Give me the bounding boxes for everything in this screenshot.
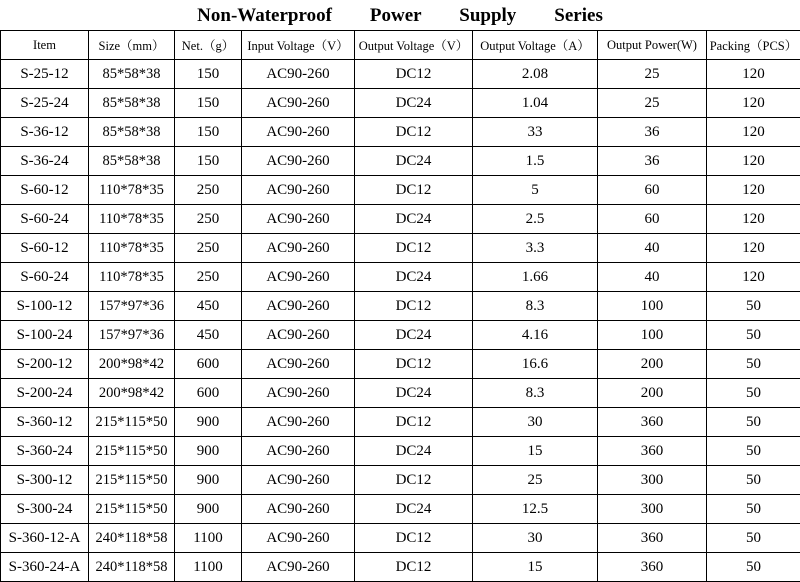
table-cell: 16.6 bbox=[473, 350, 598, 379]
table-row bbox=[1, 437, 800, 466]
table-cell: 40 bbox=[598, 234, 707, 263]
table-cell: 25 bbox=[473, 466, 598, 495]
table-cell: 120 bbox=[707, 263, 800, 292]
table-cell: 110*78*35 bbox=[89, 263, 175, 292]
table-cell: 120 bbox=[707, 118, 800, 147]
table-cell: 360 bbox=[598, 553, 707, 582]
table-cell: 300 bbox=[598, 466, 707, 495]
column-header: Input Voltage（V） bbox=[242, 31, 355, 60]
table-cell: AC90-260 bbox=[242, 176, 355, 205]
table-cell: DC12 bbox=[355, 118, 473, 147]
table-cell: S-60-12 bbox=[1, 234, 89, 263]
column-header: Output Power(W) bbox=[598, 31, 707, 60]
table-cell: 85*58*38 bbox=[89, 60, 175, 89]
table-cell: 50 bbox=[707, 524, 800, 553]
table-cell: 250 bbox=[175, 263, 242, 292]
table-cell: S-36-24 bbox=[1, 147, 89, 176]
table-cell: 360 bbox=[598, 408, 707, 437]
table-cell: AC90-260 bbox=[242, 466, 355, 495]
table-cell: 120 bbox=[707, 89, 800, 118]
table-cell: 4.16 bbox=[473, 321, 598, 350]
table-cell: S-25-12 bbox=[1, 60, 89, 89]
table-cell: S-360-24-A bbox=[1, 553, 89, 582]
column-header: Size（mm） bbox=[89, 31, 175, 60]
table-cell: 215*115*50 bbox=[89, 495, 175, 524]
table-cell: AC90-260 bbox=[242, 89, 355, 118]
table-cell: 50 bbox=[707, 553, 800, 582]
table-cell: 120 bbox=[707, 234, 800, 263]
table-cell: 25 bbox=[598, 60, 707, 89]
table-cell: AC90-260 bbox=[242, 553, 355, 582]
table-cell: 120 bbox=[707, 205, 800, 234]
table-cell: 250 bbox=[175, 234, 242, 263]
table-cell: S-36-12 bbox=[1, 118, 89, 147]
table-cell: DC24 bbox=[355, 263, 473, 292]
table-cell: DC24 bbox=[355, 147, 473, 176]
table-cell: 110*78*35 bbox=[89, 234, 175, 263]
table-cell: 40 bbox=[598, 263, 707, 292]
table-cell: DC12 bbox=[355, 466, 473, 495]
table-cell: 110*78*35 bbox=[89, 176, 175, 205]
table-row bbox=[1, 495, 800, 524]
table-cell: 240*118*58 bbox=[89, 553, 175, 582]
table-cell: 36 bbox=[598, 147, 707, 176]
table-cell: DC24 bbox=[355, 321, 473, 350]
table-cell: DC24 bbox=[355, 437, 473, 466]
table-cell: 200 bbox=[598, 350, 707, 379]
table-cell: 900 bbox=[175, 466, 242, 495]
table-cell: 1100 bbox=[175, 524, 242, 553]
table-cell: 200 bbox=[598, 379, 707, 408]
table-cell: 150 bbox=[175, 147, 242, 176]
table-cell: 110*78*35 bbox=[89, 205, 175, 234]
table-cell: 250 bbox=[175, 205, 242, 234]
table-cell: DC12 bbox=[355, 176, 473, 205]
table-cell: 200*98*42 bbox=[89, 379, 175, 408]
table-cell: 85*58*38 bbox=[89, 118, 175, 147]
table-row bbox=[1, 60, 800, 89]
table-cell: 240*118*58 bbox=[89, 524, 175, 553]
table-cell: 50 bbox=[707, 292, 800, 321]
table-row bbox=[1, 205, 800, 234]
page-title: Non-Waterproof Power Supply Series bbox=[0, 0, 800, 30]
table-cell: 30 bbox=[473, 524, 598, 553]
table-cell: DC12 bbox=[355, 234, 473, 263]
table-cell: 1100 bbox=[175, 553, 242, 582]
table-cell: 36 bbox=[598, 118, 707, 147]
table-cell: 50 bbox=[707, 350, 800, 379]
table-cell: S-200-24 bbox=[1, 379, 89, 408]
table-cell: AC90-260 bbox=[242, 292, 355, 321]
product-table bbox=[0, 30, 800, 582]
table-cell: AC90-260 bbox=[242, 350, 355, 379]
table-cell: 60 bbox=[598, 176, 707, 205]
table-row bbox=[1, 89, 800, 118]
table-cell: S-360-12-A bbox=[1, 524, 89, 553]
table-cell: AC90-260 bbox=[242, 379, 355, 408]
table-cell: DC12 bbox=[355, 408, 473, 437]
table-cell: 33 bbox=[473, 118, 598, 147]
table-row bbox=[1, 263, 800, 292]
table-cell: 12.5 bbox=[473, 495, 598, 524]
table-cell: AC90-260 bbox=[242, 524, 355, 553]
table-cell: S-300-12 bbox=[1, 466, 89, 495]
table-cell: S-300-24 bbox=[1, 495, 89, 524]
table-cell: 300 bbox=[598, 495, 707, 524]
table-cell: 360 bbox=[598, 437, 707, 466]
column-header: Net.（g） bbox=[175, 31, 242, 60]
table-cell: DC24 bbox=[355, 495, 473, 524]
table-cell: S-60-12 bbox=[1, 176, 89, 205]
table-cell: 450 bbox=[175, 292, 242, 321]
table-cell: 100 bbox=[598, 292, 707, 321]
table-cell: 150 bbox=[175, 89, 242, 118]
header-row bbox=[1, 31, 800, 60]
table-cell: DC24 bbox=[355, 89, 473, 118]
table-row bbox=[1, 524, 800, 553]
table-cell: 60 bbox=[598, 205, 707, 234]
table-cell: 120 bbox=[707, 176, 800, 205]
table-cell: AC90-260 bbox=[242, 408, 355, 437]
table-cell: 30 bbox=[473, 408, 598, 437]
table-row bbox=[1, 118, 800, 147]
table-cell: DC12 bbox=[355, 60, 473, 89]
table-cell: 215*115*50 bbox=[89, 466, 175, 495]
column-header: Output Voltage（V） bbox=[355, 31, 473, 60]
table-cell: 25 bbox=[598, 89, 707, 118]
table-cell: 600 bbox=[175, 350, 242, 379]
table-body bbox=[1, 60, 800, 582]
table-row bbox=[1, 350, 800, 379]
table-cell: 50 bbox=[707, 495, 800, 524]
table-cell: 8.3 bbox=[473, 379, 598, 408]
table-cell: 15 bbox=[473, 437, 598, 466]
table-cell: DC12 bbox=[355, 553, 473, 582]
table-row bbox=[1, 408, 800, 437]
table-cell: AC90-260 bbox=[242, 234, 355, 263]
table-cell: 157*97*36 bbox=[89, 321, 175, 350]
table-cell: 2.5 bbox=[473, 205, 598, 234]
table-cell: 1.04 bbox=[473, 89, 598, 118]
table-cell: AC90-260 bbox=[242, 437, 355, 466]
table-cell: 250 bbox=[175, 176, 242, 205]
table-cell: 85*58*38 bbox=[89, 147, 175, 176]
table-cell: 50 bbox=[707, 321, 800, 350]
table-cell: 1.5 bbox=[473, 147, 598, 176]
table-cell: AC90-260 bbox=[242, 263, 355, 292]
table-cell: 85*58*38 bbox=[89, 89, 175, 118]
table-cell: DC24 bbox=[355, 379, 473, 408]
table-cell: AC90-260 bbox=[242, 205, 355, 234]
table-cell: S-25-24 bbox=[1, 89, 89, 118]
column-header: Packing（PCS） bbox=[707, 31, 800, 60]
table-cell: S-100-12 bbox=[1, 292, 89, 321]
table-cell: DC12 bbox=[355, 524, 473, 553]
table-cell: 15 bbox=[473, 553, 598, 582]
table-cell: 215*115*50 bbox=[89, 437, 175, 466]
table-cell: 120 bbox=[707, 147, 800, 176]
table-row bbox=[1, 292, 800, 321]
table-cell: 50 bbox=[707, 437, 800, 466]
table-row bbox=[1, 466, 800, 495]
column-header: Output Voltage（A） bbox=[473, 31, 598, 60]
table-row bbox=[1, 234, 800, 263]
column-header: Item bbox=[1, 31, 89, 60]
table-cell: 900 bbox=[175, 437, 242, 466]
table-cell: 50 bbox=[707, 466, 800, 495]
table-cell: 100 bbox=[598, 321, 707, 350]
table-cell: AC90-260 bbox=[242, 321, 355, 350]
table-row bbox=[1, 147, 800, 176]
table-cell: S-60-24 bbox=[1, 263, 89, 292]
table-cell: S-100-24 bbox=[1, 321, 89, 350]
table-cell: S-360-24 bbox=[1, 437, 89, 466]
table-cell: DC24 bbox=[355, 205, 473, 234]
table-cell: AC90-260 bbox=[242, 495, 355, 524]
table-cell: 3.3 bbox=[473, 234, 598, 263]
table-cell: AC90-260 bbox=[242, 118, 355, 147]
table-cell: AC90-260 bbox=[242, 147, 355, 176]
table-cell: 5 bbox=[473, 176, 598, 205]
table-row bbox=[1, 553, 800, 582]
table-cell: 360 bbox=[598, 524, 707, 553]
table-cell: S-60-24 bbox=[1, 205, 89, 234]
table-cell: 150 bbox=[175, 118, 242, 147]
table-cell: 157*97*36 bbox=[89, 292, 175, 321]
table-row bbox=[1, 176, 800, 205]
table-cell: S-200-12 bbox=[1, 350, 89, 379]
table-cell: AC90-260 bbox=[242, 60, 355, 89]
table-cell: 900 bbox=[175, 495, 242, 524]
table-cell: 215*115*50 bbox=[89, 408, 175, 437]
table-cell: 150 bbox=[175, 60, 242, 89]
table-cell: 50 bbox=[707, 379, 800, 408]
table-cell: DC12 bbox=[355, 292, 473, 321]
table-cell: 8.3 bbox=[473, 292, 598, 321]
table-cell: 2.08 bbox=[473, 60, 598, 89]
table-cell: DC12 bbox=[355, 350, 473, 379]
table-cell: 450 bbox=[175, 321, 242, 350]
table-cell: 1.66 bbox=[473, 263, 598, 292]
table-cell: 50 bbox=[707, 408, 800, 437]
table-cell: S-360-12 bbox=[1, 408, 89, 437]
table-row bbox=[1, 321, 800, 350]
table-cell: 120 bbox=[707, 60, 800, 89]
table-cell: 600 bbox=[175, 379, 242, 408]
table-cell: 200*98*42 bbox=[89, 350, 175, 379]
table-row bbox=[1, 379, 800, 408]
table-cell: 900 bbox=[175, 408, 242, 437]
